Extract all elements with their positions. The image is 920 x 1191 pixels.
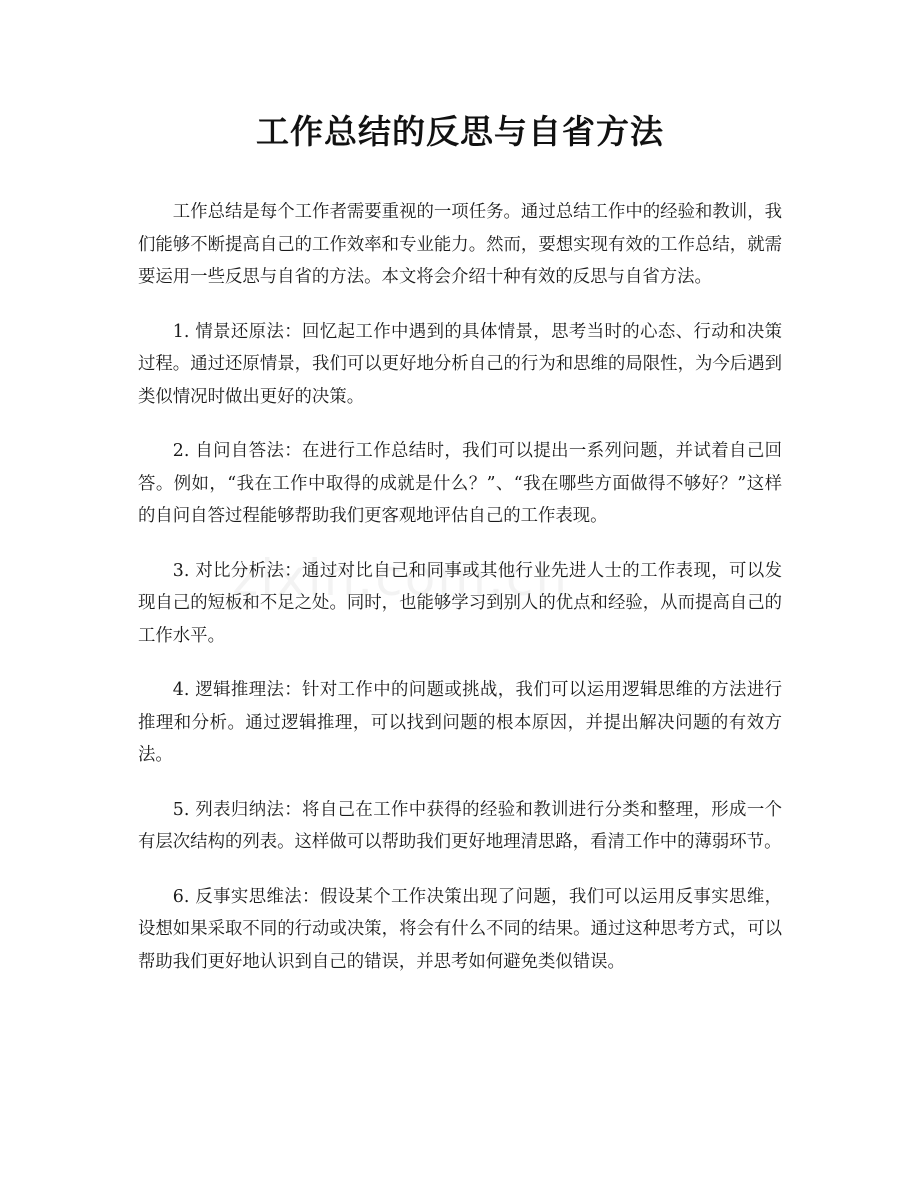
method-2-paragraph: 2. 自问自答法：在进行工作总结时，我们可以提出一系列问题，并试着自己回答。例如，“我在工作中取得的成就是什么？”、“我在哪些方面做得不够好？”这样的自问自答过程能够帮助我们更客观地评估自己的工作表现。	[138, 441, 782, 526]
document-title: 工作总结的反思与自省方法	[256, 112, 664, 151]
method-5-paragraph: 5. 列表归纳法：将自己在工作中获得的经验和教训进行分类和整理，形成一个有层次结构的列表。这样做可以帮助我们更好地理清思路，看清工作中的薄弱环节。	[138, 799, 782, 852]
method-4-paragraph: 4. 逻辑推理法：针对工作中的问题或挑战，我们可以运用逻辑思维的方法进行推理和分析。通过逻辑推理，可以找到问题的根本原因，并提出解决问题的有效方法。	[138, 680, 782, 765]
method-3-paragraph: 3. 对比分析法：通过对比自己和同事或其他行业先进人士的工作表现，可以发现自己的短板和不足之处。同时，也能够学习到别人的优点和经验，从而提高自己的工作水平。	[138, 560, 782, 646]
method-6-paragraph: 6. 反事实思维法：假设某个工作决策出现了问题，我们可以运用反事实思维，设想如果采取不同的行动或决策，将会有什么不同的结果。通过这种思考方式，可以帮助我们更好地认识到自己的错误，并思考如何避免类似错误。	[138, 886, 782, 972]
intro-paragraph: 工作总结是每个工作者需要重视的一项任务。通过总结工作中的经验和教训，我们能够不断提高自己的工作效率和专业能力。然而，要想实现有效的工作总结，就需要运用一些反思与自省的方法。本文将会介绍十种有效的反思与自省方法。	[138, 202, 782, 287]
method-1-paragraph: 1. 情景还原法：回忆起工作中遇到的具体情景，思考当时的心态、行动和决策过程。通过还原情景，我们可以更好地分析自己的行为和思维的局限性，为今后遇到类似情况时做出更好的决策。	[138, 321, 782, 407]
